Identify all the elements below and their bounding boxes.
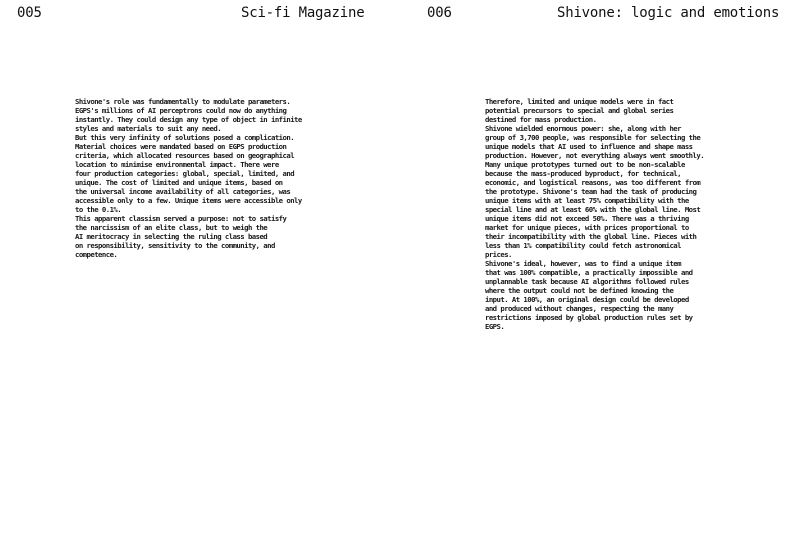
text-line: Many unique prototypes turned out to be non-scalable bbox=[485, 160, 685, 169]
text-line: market for unique pieces, with prices proportional to bbox=[485, 223, 689, 232]
text-line: special line and at least 60% with the global line. Most bbox=[485, 205, 701, 214]
text-line: unique items did not exceed 50%. There was a thriving bbox=[485, 214, 689, 223]
text-line: EGPS's millions of AI perceptrons could now do anything bbox=[75, 106, 287, 115]
text-line: unique models that AI used to influence and shape mass bbox=[485, 142, 693, 151]
text-line: potential precursors to special and global series bbox=[485, 106, 674, 115]
text-line: styles and materials to suit any need. bbox=[75, 124, 222, 133]
left-page bbox=[0, 0, 392, 540]
text-line: location to minimise environmental impact. There were bbox=[75, 160, 279, 169]
text-line: instantly. They could design any type of object in infinite bbox=[75, 115, 302, 124]
left-page-number: 005 bbox=[17, 5, 42, 21]
left-body-text bbox=[75, 97, 355, 259]
text-line: Shivone wielded enormous power: she, along with her bbox=[485, 124, 681, 133]
text-line: competence. bbox=[75, 250, 118, 259]
text-line: production. However, not everything always went smoothly. bbox=[485, 151, 705, 160]
text-line: Shivone's role was fundamentally to modulate parameters. bbox=[75, 97, 291, 106]
text-line: prices. bbox=[485, 250, 512, 259]
text-line: This apparent classism served a purpose: not to satisfy bbox=[75, 214, 287, 223]
text-line: AI meritocracy in selecting the ruling class based bbox=[75, 232, 268, 241]
text-line: group of 3,700 people, was responsible for selecting the bbox=[485, 133, 701, 142]
right-page bbox=[392, 0, 785, 540]
right-body-text bbox=[485, 97, 775, 331]
right-running-title: Shivone: logic and emotions bbox=[557, 5, 780, 21]
text-line: restrictions imposed by global production rules set by bbox=[485, 313, 693, 322]
text-line: accessible only to a few. Unique items were accessible only bbox=[75, 196, 302, 205]
text-line: the narcissism of an elite class, but to weigh the bbox=[75, 223, 268, 232]
text-line: unique items with at least 75% compatibility with the bbox=[485, 196, 689, 205]
text-line: less than 1% compatibility could fetch astronomical bbox=[485, 241, 681, 250]
text-line: the prototype. Shivone's team had the task of producing bbox=[485, 187, 697, 196]
left-running-title: Sci-fi Magazine bbox=[241, 5, 365, 21]
text-line: on responsibility, sensitivity to the community, and bbox=[75, 241, 275, 250]
text-line: unplannable task because AI algorithms followed rules bbox=[485, 277, 689, 286]
text-line: destined for mass production. bbox=[485, 115, 597, 124]
text-line: Shivone's ideal, however, was to find a unique item bbox=[485, 259, 681, 268]
text-line: the universal income availability of all categories, was bbox=[75, 187, 291, 196]
text-line: input. At 100%, an original design could be developed bbox=[485, 295, 689, 304]
text-line: that was 100% compatible, a practically impossible and bbox=[485, 268, 693, 277]
text-line: Therefore, limited and unique models were in fact bbox=[485, 97, 674, 106]
right-page-number: 006 bbox=[427, 5, 452, 21]
text-line: But this very infinity of solutions posed a complication. bbox=[75, 133, 295, 142]
text-line: and produced without changes, respecting the many bbox=[485, 304, 674, 313]
text-line: criteria, which allocated resources based on geographical bbox=[75, 151, 295, 160]
text-line: Material choices were mandated based on EGPS production bbox=[75, 142, 287, 151]
text-line: unique. The cost of limited and unique items, based on bbox=[75, 178, 283, 187]
text-line: where the output could not be defined knowing the bbox=[485, 286, 674, 295]
text-line: four production categories: global, special, limited, and bbox=[75, 169, 295, 178]
text-line: because the mass-produced byproduct, for technical, bbox=[485, 169, 681, 178]
text-line: economic, and logistical reasons, was too different from bbox=[485, 178, 701, 187]
text-line: EGPS. bbox=[485, 322, 505, 331]
text-line: to the 0.1%. bbox=[75, 205, 122, 214]
text-line: their incompatibility with the global line. Pieces with bbox=[485, 232, 697, 241]
